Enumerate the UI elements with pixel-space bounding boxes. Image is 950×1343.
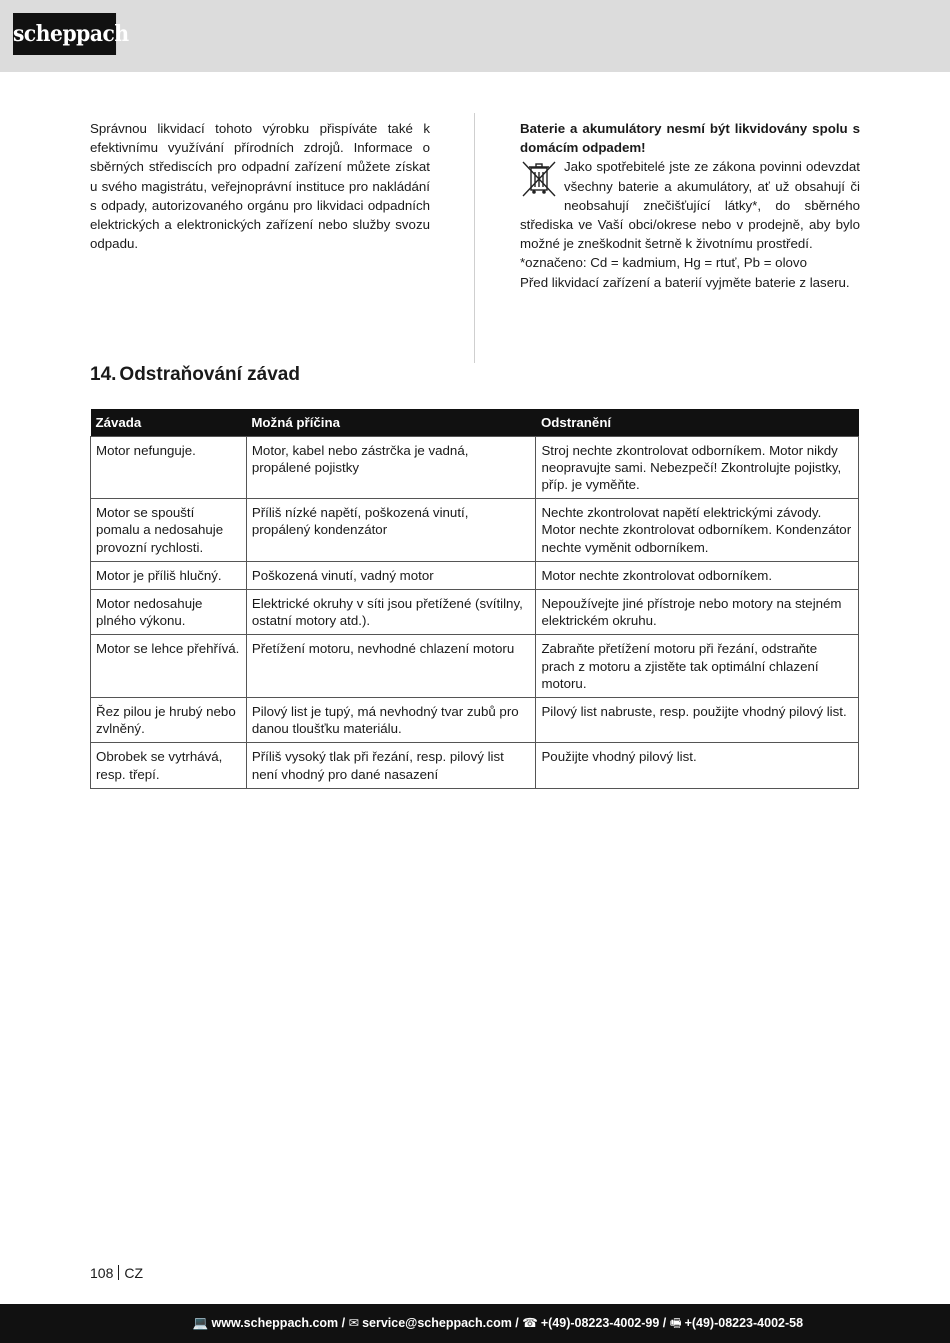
fault-cell: Motor je příliš hlučný. [91,561,247,589]
table-header-row [91,409,859,436]
phone-icon: ☎ [522,1316,538,1330]
section-number: 14. [90,364,117,385]
cause-cell: Poškozená vinutí, vadný motor [246,561,536,589]
page-header [0,0,950,72]
cause-cell: Elektrické okruhy v síti jsou přetížené (svítilny, ostatní motory atd.). [246,589,536,634]
page-language: CZ [124,1265,144,1281]
column-header-cause: Možná příčina [246,409,536,436]
remedy-cell: Nepoužívejte jiné přístroje nebo motory na stejném elektrickém okruhu. [536,589,859,634]
remedy-cell: Nechte zkontrolovat napětí elektrickými závody. Motor nechte zkontrolovat odborníkem. Kondenzátor nechte vyměnit odborníkem. [536,499,859,562]
battery-disposal-notice [520,119,860,292]
cause-cell: Přetížení motoru, nevhodné chlazení motoru [246,635,536,698]
table-row [91,635,859,698]
fault-cell: Obrobek se vytrhává, resp. třepí. [91,743,247,788]
section-title [90,364,300,386]
column-header-remedy: Odstranění [536,409,859,436]
remedy-cell: Použijte vhodný pilový list. [536,743,859,788]
disposal-info-text: Správnou likvidací tohoto výrobku přispíváte také k efektivnímu využívání přírodních zdrojů. Informace o sběrných střediscích pro odpadní zařízení můžete získat u svého magistrátu, veřejnoprávní instituce pro nakládání s odpady, autorizovaného orgánu pro likvidaci odpadních elektrických a elektronických zařízení nebo služby svozu odpadu. [90,121,430,252]
footer-separator: / [511,1316,523,1330]
fax-icon: 🖷 [669,1316,682,1330]
fault-cell: Motor se spouští pomalu a nedosahuje provozní rychlosti. [91,499,247,562]
table-row [91,589,859,634]
scheppach-logo: scheppach [13,13,116,55]
fault-cell: Motor se lehce přehřívá. [91,635,247,698]
troubleshooting-table [90,409,859,789]
cause-cell: Pilový list je tupý, má nevhodný tvar zubů pro danou tloušťku materiálu. [246,697,536,742]
column-divider [474,113,475,363]
footer-fax: +(49)-08223-4002-58 [684,1316,804,1330]
footer-email[interactable]: service@scheppach.com [362,1316,512,1330]
page-footer [0,1304,950,1343]
cause-cell: Příliš vysoký tlak při řezání, resp. pilový list není vhodný pro dané nasazení [246,743,536,788]
fault-cell: Motor nedosahuje plného výkonu. [91,589,247,634]
email-icon: ✉ [348,1316,360,1330]
section-title-text: Odstraňování závad [119,364,300,385]
table-row [91,499,859,562]
computer-icon: 💻 [192,1316,209,1330]
hazardous-substances-note: *označeno: Cd = kadmium, Hg = rtuť, Pb = olovo [520,255,807,271]
page-number-value: 108 [90,1265,114,1281]
table-row [91,743,859,788]
battery-removal-instruction: Před likvidací zařízení a baterií vyjměte baterie z laseru. [520,274,850,290]
footer-website[interactable]: www.scheppach.com [211,1316,339,1330]
page-number-separator [118,1265,119,1280]
battery-warning-heading: Baterie a akumulátory nesmí být likvidovány spolu s domácím odpadem! [520,121,860,156]
table-row [91,436,859,499]
fault-cell: Řez pilou je hrubý nebo zvlněný. [91,697,247,742]
cause-cell: Motor, kabel nebo zástrčka je vadná, propálené pojistky [246,436,536,499]
fault-cell: Motor nefunguje. [91,436,247,499]
cause-cell: Příliš nízké napětí, poškozená vinutí, propálený kondenzátor [246,499,536,562]
battery-disposal-text: Jako spotřebitelé jste ze zákona povinni odevzdat všechny baterie a akumulátory, ať už obsahují či neobsahují znečišťující látky*, do sběrného střediska ve Vaší obci/okrese nebo v prodejně, aby bylo možné je zneškodnit šetrně k životnímu prostředí. [520,159,860,252]
footer-phone: +(49)-08223-4002-99 [540,1316,660,1330]
column-header-fault: Závada [91,409,247,436]
remedy-cell: Stroj nechte zkontrolovat odborníkem. Motor nikdy neopravujte sami. Nebezpečí! Zkontrolujte pojistky, příp. je vyměňte. [536,436,859,499]
page-number [90,1265,143,1281]
footer-separator: / [659,1316,670,1330]
footer-separator: / [338,1316,349,1330]
table-row [91,697,859,742]
remedy-cell: Zabraňte přetížení motoru při řezání, odstraňte prach z motoru a zjistěte tak optimální chlazení motoru. [536,635,859,698]
remedy-cell: Pilový list nabruste, resp. použijte vhodný pilový list. [536,697,859,742]
table-row [91,561,859,589]
crossed-out-bin-icon [520,159,558,199]
remedy-cell: Motor nechte zkontrolovat odborníkem. [536,561,859,589]
